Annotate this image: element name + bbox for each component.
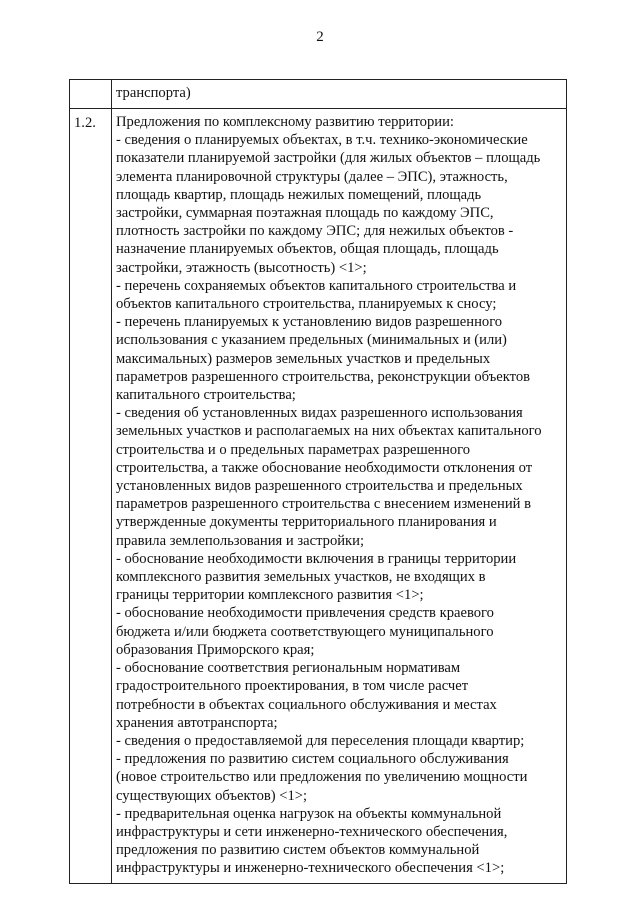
text-line: градостроительного проектирования, в том числе расчет [116,678,469,695]
text-line: потребности в объектах социального обслуживания и местах [116,696,497,713]
text-line: - сведения о планируемых объектах, в т.ч. технико-экономические [116,132,528,149]
table-row [70,80,567,109]
text-line: - перечень сохраняемых объектов капитального строительства и [116,277,517,294]
row-number: 1.2. [74,115,96,131]
page-number: 2 [316,29,324,45]
text-line: хранения автотранспорта; [116,714,278,731]
text-line: комплексного развития земельных участков, не входящих в [116,569,486,586]
row-text-cell [112,109,567,884]
text-line: строительства и о предельных параметрах разрешенного [116,441,471,458]
text-line: инфраструктуры и инженерно-технического обеспечения <1>; [116,860,505,877]
text-line: параметров разрешенного строительства с внесением изменений в [116,496,532,513]
text-line: плотность застройки по каждому ЭПС; для нежилых объектов - [116,223,514,240]
table-row [70,109,567,884]
text-line: - обоснование соответствия региональным нормативам [116,660,461,677]
text-line: строительства, а также обоснование необходимости отклонения от [116,459,533,476]
row-number-cell [70,80,112,109]
text-line: бюджета и/или бюджета соответствующего муниципального [116,623,494,640]
text-line: установленных видов разрешенного строительства и предельных [116,478,523,495]
text-line: застройки, этажность (высотность) <1>; [116,259,367,276]
text-line: земельных участков и располагаемых на них объектах капитального [116,423,542,440]
text-line: застройки, суммарная поэтажная площадь по каждому ЭПС, [116,205,494,222]
text-line: границы территории комплексного развития <1>; [116,587,424,604]
text-line: использования с указанием предельных (минимальных и (или) [116,332,507,349]
text-line: образования Приморского края; [116,641,315,658]
row-text-cell [112,80,567,109]
text-line: правила землепользования и застройки; [116,532,365,549]
text-line: показатели планируемой застройки (для жилых объектов – площадь [116,150,541,167]
row-number [70,80,111,85]
row-number-cell [70,109,112,884]
text-line: существующих объектов) <1>; [116,787,308,804]
text-line: транспорта) [116,85,191,101]
text-line: площадь квартир, площадь нежилых помещений, площадь [116,186,482,203]
text-line: элемента планировочной структуры (далее – ЭПС), этажность, [116,168,508,185]
text-line: Предложения по комплексному развитию территории: [116,114,454,130]
text-line: капитального строительства; [116,387,296,404]
text-line: утвержденные документы территориального планирования и [116,514,497,531]
text-line: - сведения о предоставляемой для переселения площади квартир; [116,732,525,749]
text-line: параметров разрешенного строительства, реконструкции объектов [116,368,531,385]
text-line: максимальных) размеров земельных участков и предельных [116,350,491,367]
text-line: - обоснование необходимости привлечения средств краевого [116,605,494,622]
text-line: - перечень планируемых к установлению видов разрешенного [116,314,503,331]
requirements-table [69,79,567,884]
text-line: - предложения по развитию систем социального обслуживания [116,751,509,768]
text-line: назначение планируемых объектов, общая площадь, площадь [116,241,499,258]
text-line: - предварительная оценка нагрузок на объекты коммунальной [116,805,502,822]
text-line: - обоснование необходимости включения в границы территории [116,550,517,567]
text-line: - сведения об установленных видах разрешенного использования [116,405,523,422]
text-line: объектов капитального строительства, планируемых к сносу; [116,296,497,313]
text-line: предложения по развитию систем объектов коммунальной [116,842,480,859]
text-line: инфраструктуры и сети инженерно-технического обеспечения, [116,823,508,840]
text-line: (новое строительство или предложения по увеличению мощности [116,769,528,786]
